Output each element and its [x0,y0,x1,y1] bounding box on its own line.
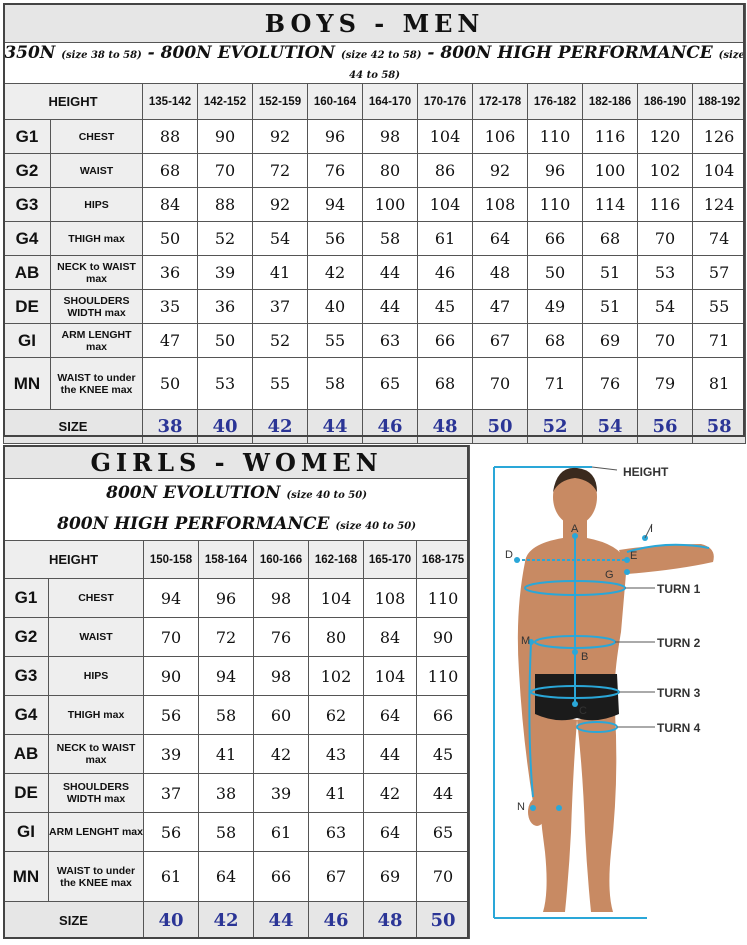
table-row [4,618,470,657]
boys-row-code: G1 [4,120,51,154]
boys-size-6: 50 [473,410,528,444]
boys-value-cell: 90 [198,120,253,154]
point-b-label: B [581,651,589,663]
boys-value-cell: 58 [363,222,418,256]
table-row [4,324,746,358]
boys-value-cell: 54 [253,222,308,256]
girls-sub1-product: 800N EVOLUTION [106,483,281,504]
girls-row-code: G1 [4,579,49,618]
point-m-label: M [521,635,531,647]
boys-value-cell: 104 [418,188,473,222]
table-row [4,774,470,813]
boys-size-1: 40 [198,410,253,444]
boys-value-cell: 44 [363,290,418,324]
boys-value-cell: 36 [198,290,253,324]
girls-title: GIRLS - WOMEN [4,446,470,479]
girls-height-5: 168-175 [417,541,470,579]
table-row [4,222,746,256]
table-row [4,120,746,154]
girls-value-cell: 70 [144,618,199,657]
boys-value-cell: 63 [363,324,418,358]
girls-value-cell: 80 [309,618,364,657]
girls-value-cell: 43 [309,735,364,774]
girls-value-cell: 102 [309,657,364,696]
boys-value-cell: 70 [198,154,253,188]
girls-value-cell: 90 [144,657,199,696]
boys-size-2: 42 [253,410,308,444]
girls-value-cell: 72 [199,618,254,657]
boys-value-cell: 92 [253,188,308,222]
boys-sub-size-3: (size 44 to 58) [349,50,745,81]
boys-value-cell: 70 [473,358,528,410]
point-e-label: E [630,550,638,562]
girls-value-cell: 67 [309,852,364,902]
boys-height-header: HEIGHT [4,84,143,120]
table-row [4,657,470,696]
point-c-label: C [579,705,587,717]
turn-1-label: TURN 1 [657,582,701,596]
boys-value-cell: 52 [253,324,308,358]
girls-sub1-size: (size 40 to 50) [286,490,367,502]
boys-value-cell: 120 [638,120,693,154]
girls-size-4: 48 [364,902,417,939]
girls-value-cell: 44 [417,774,470,813]
girls-value-cell: 62 [309,696,364,735]
boys-value-cell: 96 [528,154,583,188]
boys-row-code: GI [4,324,51,358]
turn-2-label: TURN 2 [657,636,701,650]
girls-row-code: G4 [4,696,49,735]
boys-value-cell: 70 [638,324,693,358]
boys-value-cell: 36 [143,256,198,290]
boys-value-cell: 98 [363,120,418,154]
girls-value-cell: 66 [254,852,309,902]
girls-value-cell: 104 [309,579,364,618]
girls-value-cell: 104 [364,657,417,696]
girls-value-cell: 39 [144,735,199,774]
girls-value-cell: 39 [254,774,309,813]
turn-4-label: TURN 4 [657,721,701,735]
boys-value-cell: 102 [638,154,693,188]
boys-value-cell: 52 [198,222,253,256]
boys-value-cell: 104 [418,120,473,154]
girls-sub2-product: 800N HIGH PERFORMANCE [57,513,330,534]
boys-size-5: 48 [418,410,473,444]
girls-value-cell: 45 [417,735,470,774]
boys-value-cell: 71 [528,358,583,410]
boys-sub-size-1: (size 38 to 58) [61,50,142,61]
boys-value-cell: 69 [583,324,638,358]
girls-row-code: DE [4,774,49,813]
boys-value-cell: 48 [473,256,528,290]
girls-row-label: WAIST to under the KNEE max [49,852,144,902]
boys-value-cell: 55 [693,290,746,324]
boys-value-cell: 84 [143,188,198,222]
boys-value-cell: 64 [473,222,528,256]
boys-value-cell: 104 [693,154,746,188]
boys-value-cell: 110 [528,120,583,154]
girls-value-cell: 108 [364,579,417,618]
boys-height-1: 142-152 [198,84,253,120]
girls-value-cell: 110 [417,657,470,696]
boys-value-cell: 55 [253,358,308,410]
boys-row-code: DE [4,290,51,324]
boys-value-cell: 67 [473,324,528,358]
girls-size-label: SIZE [4,902,144,939]
girls-value-cell: 41 [199,735,254,774]
girls-value-cell: 98 [254,579,309,618]
figure-height-label: HEIGHT [623,465,669,479]
girls-row-label: THIGH max [49,696,144,735]
boys-value-cell: 96 [308,120,363,154]
boys-value-cell: 50 [143,358,198,410]
girls-value-cell: 58 [199,696,254,735]
boys-value-cell: 37 [253,290,308,324]
boys-row-label: NECK to WAIST max [51,256,143,290]
girls-value-cell: 61 [144,852,199,902]
boys-row-code: AB [4,256,51,290]
boys-value-cell: 76 [583,358,638,410]
body-measurement-figure [487,452,745,922]
boys-value-cell: 51 [583,290,638,324]
girls-value-cell: 64 [364,813,417,852]
boys-row-label: CHEST [51,120,143,154]
boys-value-cell: 68 [583,222,638,256]
boys-row-label: HIPS [51,188,143,222]
boys-value-cell: 66 [418,324,473,358]
boys-value-cell: 40 [308,290,363,324]
boys-value-cell: 41 [253,256,308,290]
point-n-label: N [517,801,525,813]
boys-value-cell: 108 [473,188,528,222]
girls-value-cell: 44 [364,735,417,774]
boys-title: BOYS - MEN [4,4,746,43]
boys-value-cell: 94 [308,188,363,222]
boys-row-code: G2 [4,154,51,188]
boys-value-cell: 49 [528,290,583,324]
girls-value-cell: 94 [199,657,254,696]
girls-value-cell: 90 [417,618,470,657]
girls-value-cell: 56 [144,696,199,735]
point-i-label: I [650,523,654,535]
girls-height-2: 160-166 [254,541,309,579]
girls-height-4: 165-170 [364,541,417,579]
boys-row-label: WAIST [51,154,143,188]
girls-value-cell: 84 [364,618,417,657]
boys-value-cell: 81 [693,358,746,410]
boys-height-7: 176-182 [528,84,583,120]
boys-size-3: 44 [308,410,363,444]
boys-size-9: 56 [638,410,693,444]
table-row [4,813,470,852]
boys-value-cell: 70 [638,222,693,256]
height-leader [592,467,617,470]
boys-value-cell: 68 [143,154,198,188]
girls-sub2-size: (size 40 to 50) [335,520,416,532]
table-row [4,154,746,188]
boys-value-cell: 47 [143,324,198,358]
point-a-label: A [571,523,579,535]
girls-value-cell: 66 [417,696,470,735]
girls-value-cell: 94 [144,579,199,618]
girls-row-code: MN [4,852,49,902]
boys-value-cell: 61 [418,222,473,256]
girls-value-cell: 38 [199,774,254,813]
boys-value-cell: 56 [308,222,363,256]
boys-value-cell: 54 [638,290,693,324]
boys-value-cell: 50 [143,222,198,256]
girls-value-cell: 37 [144,774,199,813]
girls-row-label: NECK to WAIST max [49,735,144,774]
point-d-label: D [505,549,513,561]
girls-size-3: 46 [309,902,364,939]
boys-value-cell: 100 [363,188,418,222]
boys-size-10: 58 [693,410,746,444]
boys-value-cell: 51 [583,256,638,290]
boys-value-cell: 47 [473,290,528,324]
boys-value-cell: 66 [528,222,583,256]
girls-row-code: G2 [4,618,49,657]
boys-height-6: 172-178 [473,84,528,120]
girls-value-cell: 63 [309,813,364,852]
boys-height-3: 160-164 [308,84,363,120]
boys-value-cell: 88 [198,188,253,222]
girls-value-cell: 65 [417,813,470,852]
boys-size-4: 46 [363,410,418,444]
boys-value-cell: 80 [363,154,418,188]
boys-size-label: SIZE [4,410,143,444]
boys-value-cell: 55 [308,324,363,358]
girls-row-label: ARM LENGHT max [49,813,144,852]
girls-value-cell: 56 [144,813,199,852]
boys-value-cell: 50 [528,256,583,290]
girls-value-cell: 76 [254,618,309,657]
boys-size-7: 52 [528,410,583,444]
boys-sub-product-2: - 800N EVOLUTION [141,43,336,63]
boys-value-cell: 110 [528,188,583,222]
boys-sub-product-3: - 800N HIGH PERFORMANCE [421,43,713,63]
girls-row-label: HIPS [49,657,144,696]
boys-value-cell: 86 [418,154,473,188]
girls-value-cell: 64 [364,696,417,735]
boys-height-2: 152-159 [253,84,308,120]
boys-height-9: 186-190 [638,84,693,120]
girls-value-cell: 98 [254,657,309,696]
boys-row-code: G3 [4,188,51,222]
boys-row-label: SHOULDERS WIDTH max [51,290,143,324]
boys-row-label: WAIST to under the KNEE max [51,358,143,410]
girls-height-header: HEIGHT [4,541,144,579]
girls-value-cell: 60 [254,696,309,735]
boys-value-cell: 57 [693,256,746,290]
girls-subtitle-2 [4,508,470,541]
boys-height-0: 135-142 [143,84,198,120]
girls-value-cell: 70 [417,852,470,902]
boys-height-8: 182-186 [583,84,638,120]
girls-women-table [3,445,470,939]
girls-size-0: 40 [144,902,199,939]
boys-value-cell: 124 [693,188,746,222]
girls-size-5: 50 [417,902,470,939]
girls-height-0: 150-158 [144,541,199,579]
boys-value-cell: 79 [638,358,693,410]
boys-value-cell: 58 [308,358,363,410]
girls-value-cell: 110 [417,579,470,618]
boys-value-cell: 50 [198,324,253,358]
boys-row-label: THIGH max [51,222,143,256]
boys-sub-size-2: (size 42 to 58) [340,50,422,61]
girls-value-cell: 58 [199,813,254,852]
boys-value-cell: 88 [143,120,198,154]
girls-value-cell: 42 [364,774,417,813]
boys-value-cell: 68 [418,358,473,410]
boys-value-cell: 92 [253,120,308,154]
girls-value-cell: 96 [199,579,254,618]
boys-size-0: 38 [143,410,198,444]
girls-value-cell: 64 [199,852,254,902]
boys-height-5: 170-176 [418,84,473,120]
girls-height-1: 158-164 [199,541,254,579]
boys-row-code: G4 [4,222,51,256]
boys-value-cell: 116 [638,188,693,222]
boys-value-cell: 68 [528,324,583,358]
girls-height-3: 162-168 [309,541,364,579]
girls-size-2: 44 [254,902,309,939]
boys-value-cell: 92 [473,154,528,188]
boys-value-cell: 126 [693,120,746,154]
boys-value-cell: 72 [253,154,308,188]
boys-value-cell: 53 [638,256,693,290]
boys-size-8: 54 [583,410,638,444]
boys-value-cell: 39 [198,256,253,290]
boys-value-cell: 74 [693,222,746,256]
boys-row-code: MN [4,358,51,410]
table-row [4,256,746,290]
table-row [4,852,470,902]
boys-value-cell: 116 [583,120,638,154]
table-row [4,735,470,774]
girls-row-label: CHEST [49,579,144,618]
girls-row-code: GI [4,813,49,852]
girls-row-code: G3 [4,657,49,696]
boys-men-table [3,3,746,444]
boys-value-cell: 45 [418,290,473,324]
girls-value-cell: 61 [254,813,309,852]
boys-subtitle [4,43,746,84]
table-row [4,290,746,324]
boys-value-cell: 114 [583,188,638,222]
table-row [4,188,746,222]
girls-subtitle-1 [4,479,470,508]
boys-value-cell: 100 [583,154,638,188]
boys-value-cell: 42 [308,256,363,290]
boys-value-cell: 76 [308,154,363,188]
girls-row-code: AB [4,735,49,774]
boys-value-cell: 46 [418,256,473,290]
boys-value-cell: 44 [363,256,418,290]
table-row [4,696,470,735]
boys-height-10: 188-192 [693,84,746,120]
girls-value-cell: 41 [309,774,364,813]
boys-value-cell: 65 [363,358,418,410]
boys-row-label: ARM LENGHT max [51,324,143,358]
table-row [4,358,746,410]
girls-row-label: WAIST [49,618,144,657]
boys-value-cell: 35 [143,290,198,324]
girls-size-1: 42 [199,902,254,939]
boys-height-4: 164-170 [363,84,418,120]
point-g-label: G [605,569,614,581]
turn-3-label: TURN 3 [657,686,701,700]
boys-value-cell: 106 [473,120,528,154]
girls-row-label: SHOULDERS WIDTH max [49,774,144,813]
boys-sub-product-1: 350N [4,43,56,63]
boys-value-cell: 71 [693,324,746,358]
table-row [4,579,470,618]
girls-value-cell: 42 [254,735,309,774]
boys-value-cell: 53 [198,358,253,410]
girls-value-cell: 69 [364,852,417,902]
